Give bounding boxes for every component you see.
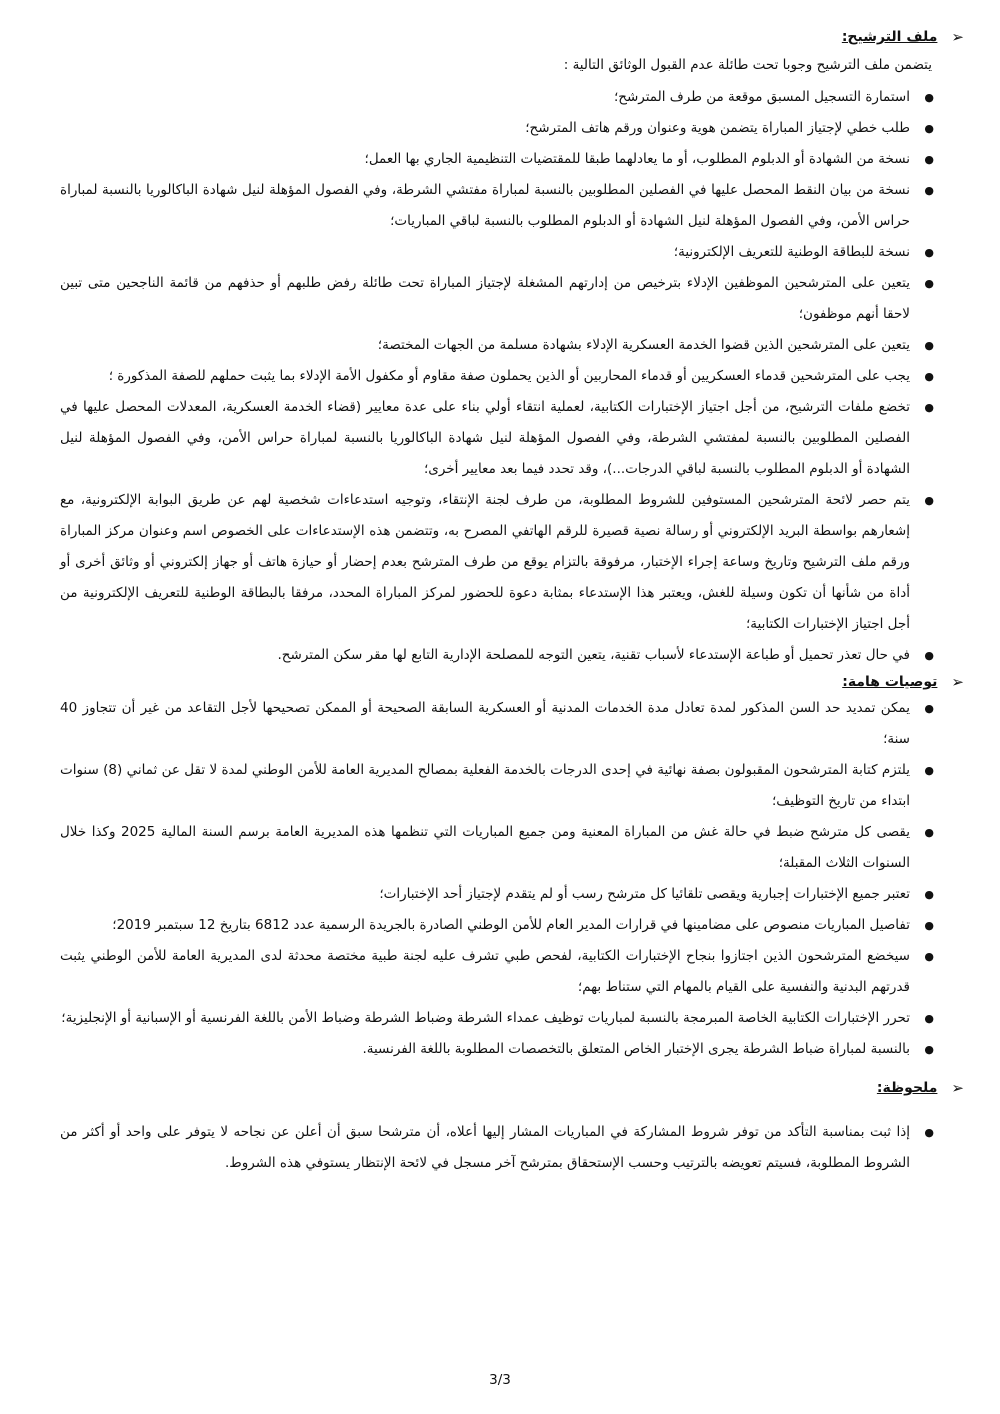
- bullet-icon: ●: [924, 702, 934, 715]
- list-item-text: تعتبر جميع الإختبارات إجبارية ويقصى تلقائيا كل مترشح رسب أو لم يتقدم لإجتياز أحد الإختبارات؛: [379, 886, 910, 902]
- list-item: [60, 113, 940, 144]
- list-item: [60, 144, 940, 175]
- list-item: [60, 910, 940, 941]
- list-item-text: يتم حصر لائحة المترشحين المستوفين للشروط المطلوبة، من طرف لجنة الإنتقاء، وتوجيه استدعاءات شخصية لهم عن طريق البوابة الإلكترونية، مع إشعارهم بواسطة البريد الإلكتروني أو رسالة نصية قصيرة للرقم الهاتفي المصرح به، وتتضمن هذه الإستدعاءات على الخصوص اسم وعنوان مركز المباراة ورقم ملف الترشيح وتاريخ وساعة إجراء الإختبار، مرفوقة بالتزام يوقع من طرف المترشح بعدم إحضار أو حيازة هاتف أو جهاز إلكتروني أو وثائق أخرى أو أداة من شأنها أن تكون وسيلة للغش، ويعتبر هذا الإستدعاء بمثابة دعوة للحضور لمركز المباراة المحدد، مرفقا بالبطاقة الوطنية للتعريف الإلكترونية من أجل اجتياز الإختبارات الكتابية؛: [60, 492, 910, 632]
- list-item: [60, 755, 940, 817]
- section-heading-recommendations: [60, 671, 964, 693]
- bullet-icon: ●: [924, 1043, 934, 1056]
- list-item-text: في حال تعذر تحميل أو طباعة الإستدعاء لأسباب تقنية، يتعين التوجه للمصلحة الإدارية التابع لها مقر سكن المترشح.: [277, 647, 910, 663]
- bullet-icon: ●: [924, 888, 934, 901]
- bullet-icon: ●: [924, 401, 934, 414]
- list-item-text: نسخة من الشهادة أو الدبلوم المطلوب، أو ما يعادلهما طبقا للمقتضيات التنظيمية الجاري بها العمل؛: [364, 151, 910, 167]
- bullet-icon: ●: [924, 184, 934, 197]
- list-item-text: يتعين على المترشحين الموظفين الإدلاء بترخيص من إدارتهم المشغلة لإجتياز المباراة تحت طائلة رفض طلبهم أو حذفهم من قائمة الناجحين متى تبين لاحقا أنهم موظفون؛: [60, 275, 910, 322]
- arrow-bullet-icon: ➢: [951, 27, 964, 46]
- bullet-icon: ●: [924, 246, 934, 259]
- list-item: [60, 640, 940, 671]
- list-item: [60, 1003, 940, 1034]
- list-item: [60, 237, 940, 268]
- list-item-text: تفاصيل المباريات منصوص على مضامينها في قرارات المدير العام للأمن الوطني الصادرة بالجريدة الرسمية عدد 6812 بتاريخ 12 سبتمبر 2019؛: [112, 917, 910, 933]
- bullet-icon: ●: [924, 649, 934, 662]
- bullet-icon: ●: [924, 122, 934, 135]
- list-item: [60, 82, 940, 113]
- list-item: [60, 817, 940, 879]
- candidacy-file-list: [60, 82, 940, 671]
- bullet-icon: ●: [924, 153, 934, 166]
- bullet-icon: ●: [924, 1126, 934, 1139]
- list-item-text: إذا ثبت بمناسبة التأكد من توفر شروط المشاركة في المباريات المشار إليها أعلاه، أن مترشحا سبق أن أعلن عن نجاحه لا يتوفر على واحد أو أكثر من الشروط المطلوبة، فسيتم تعويضه بالترتيب وحسب الإستحقاق بمترشح آخر مسجل في لائحة الإنتظار يستوفي هذه الشروط.: [60, 1124, 910, 1171]
- section-title: ملف الترشيح:: [841, 29, 938, 45]
- bullet-icon: ●: [924, 339, 934, 352]
- bullet-icon: ●: [924, 494, 934, 507]
- bullet-icon: ●: [924, 950, 934, 963]
- arrow-bullet-icon: ➢: [951, 1078, 964, 1097]
- bullet-icon: ●: [924, 370, 934, 383]
- list-item-text: نسخة من بيان النقط المحصل عليها في الفصلين المطلوبين بالنسبة لمباراة مفتشي الشرطة، وفي الفصول المؤهلة لنيل شهادة الباكالوريا بالنسبة لمباراة حراس الأمن، وفي الفصول المؤهلة لنيل الشهادة أو الدبلوم المطلوب بالنسبة لباقي المباريات؛: [60, 182, 910, 229]
- list-item: [60, 175, 940, 237]
- section-title: توصيات هامة:: [842, 674, 938, 690]
- list-item-text: يجب على المترشحين قدماء العسكريين أو قدماء المحاربين أو الذين يحملون صفة مقاوم أو مكفول الأمة الإدلاء بما يثبت حملهم للصفة المذكورة ؛: [108, 368, 910, 384]
- bullet-icon: ●: [924, 764, 934, 777]
- section-title: ملحوظة:: [876, 1080, 938, 1096]
- list-item: [60, 268, 940, 330]
- bullet-icon: ●: [924, 919, 934, 932]
- list-item: [60, 941, 940, 1003]
- list-item: [60, 1117, 940, 1179]
- list-item-text: استمارة التسجيل المسبق موقعة من طرف المترشح؛: [613, 89, 910, 105]
- section-heading-note: [60, 1077, 964, 1099]
- list-item-text: يمكن تمديد حد السن المذكور لمدة تعادل مدة الخدمات المدنية أو العسكرية السابقة الصحيحة أو الممكن تصحيحها لأجل التقاعد من غير أن تتجاوز 40 سنة؛: [60, 700, 910, 747]
- bullet-icon: ●: [924, 91, 934, 104]
- list-item-text: يتعين على المترشحين الذين قضوا الخدمة العسكرية الإدلاء بشهادة مسلمة من الجهات المختصة؛: [377, 337, 910, 353]
- list-item-text: تحرر الإختبارات الكتابية الخاصة المبرمجة بالنسبة لمباريات توظيف عمداء الشرطة وضباط الشرطة وضباط الأمن باللغة الفرنسية أو الإسبانية أو الإنجليزية؛: [61, 1010, 910, 1026]
- bullet-icon: ●: [924, 1012, 934, 1025]
- arrow-bullet-icon: ➢: [951, 672, 964, 691]
- list-item-text: طلب خطي لإجتياز المباراة يتضمن هوية وعنوان ورقم هاتف المترشح؛: [525, 120, 910, 136]
- list-item: [60, 392, 940, 485]
- list-item-text: يلتزم كتابة المترشحون المقبولون بصفة نهائية في إحدى الدرجات بالخدمة الفعلية بمصالح المديرية العامة للأمن الوطني لمدة لا تقل عن ثماني (8) سنوات ابتداء من تاريخ التوظيف؛: [60, 762, 910, 809]
- list-item-text: تخضع ملفات الترشيح، من أجل اجتياز الإختبارات الكتابية، لعملية انتقاء أولي بناء على عدة معايير (قضاء الخدمة العسكرية، المعدلات المحصل عليها في الفصلين المطلوبين بالنسبة لمفتشي الشرطة، وفي الفصول المؤهلة لنيل شهادة الباكالوريا بالنسبة لمباراة حراس الأمن، وفي الفصول المؤهلة لنيل الشهادة أو الدبلوم المطلوب بالنسبة لباقي الدرجات...)، وقد تحدد فيما بعد معايير أخرى؛: [60, 399, 910, 477]
- note-list: [60, 1117, 940, 1179]
- list-item: [60, 330, 940, 361]
- section-heading-candidacy-file: [60, 26, 964, 48]
- list-item-text: سيخضع المترشحون الذين اجتازوا بنجاح الإختبارات الكتابية، لفحص طبي تشرف عليه لجنة طبية مختصة محدثة لدى المديرية العامة للأمن الوطني يثبت قدرتهم البدنية والنفسية على القيام بالمهام التي ستناط بهم؛: [60, 948, 910, 995]
- bullet-icon: ●: [924, 826, 934, 839]
- recommendations-list: [60, 693, 940, 1065]
- list-item: [60, 485, 940, 640]
- list-item: [60, 693, 940, 755]
- list-item-text: يقصى كل مترشح ضبط في حالة غش من المباراة المعنية ومن جميع المباريات التي تنظمها هذه المديرية العامة برسم السنة المالية 2025 وكذا خلال السنوات الثلاث المقبلة؛: [60, 824, 910, 871]
- bullet-icon: ●: [924, 277, 934, 290]
- document-page: [60, 26, 964, 1179]
- list-item-text: بالنسبة لمباراة ضباط الشرطة يجرى الإختبار الخاص المتعلق بالتخصصات المطلوبة باللغة الفرنسية.: [362, 1041, 910, 1057]
- list-item-text: نسخة للبطاقة الوطنية للتعريف الإلكترونية؛: [673, 244, 910, 260]
- list-item: [60, 1034, 940, 1065]
- list-item: [60, 879, 940, 910]
- list-item: [60, 361, 940, 392]
- section-intro: يتضمن ملف الترشيح وجوبا تحت طائلة عدم القبول الوثائق التالية :: [563, 57, 932, 73]
- page-number: 3/3: [489, 1372, 511, 1388]
